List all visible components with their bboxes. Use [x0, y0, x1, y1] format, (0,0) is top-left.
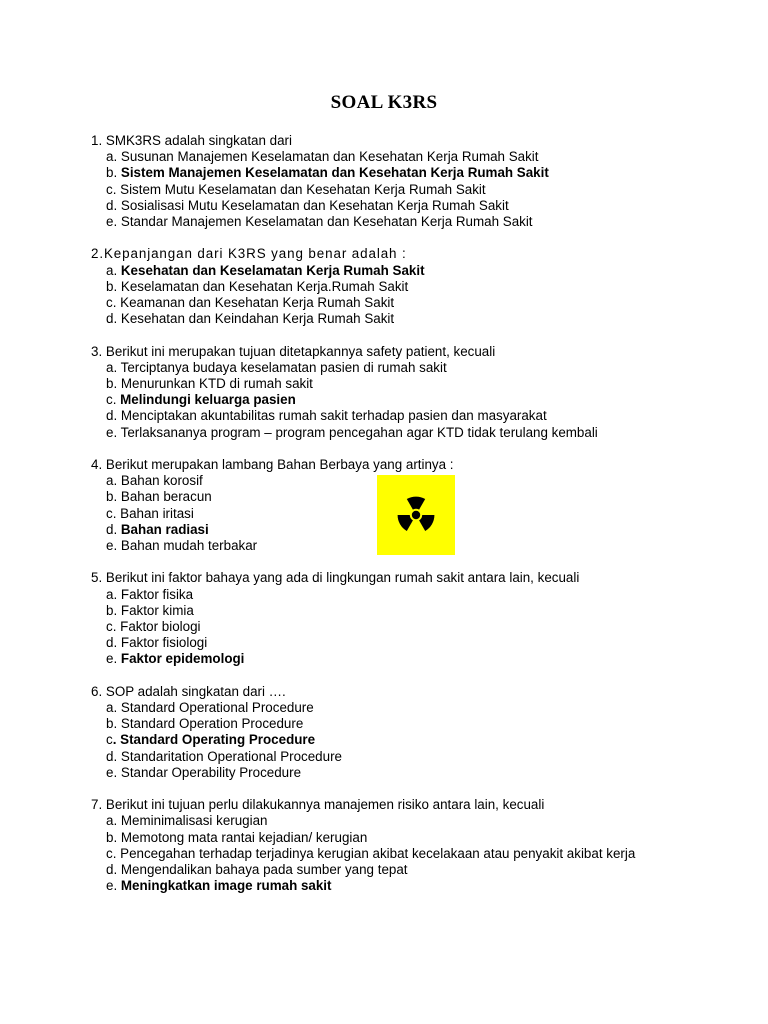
option-e — [91, 214, 751, 230]
option-text: Faktor fisiologi — [120, 635, 208, 651]
question-6 — [91, 684, 751, 781]
option-b — [91, 830, 751, 846]
option-text-answer: Kesehatan dan Keselamatan Kerja Rumah Sakit — [120, 262, 425, 278]
question-stem: 6. SOP adalah singkatan dari …. — [91, 683, 286, 699]
option-letter: b. — [106, 278, 121, 294]
option-text: Meminimalisasi kerugian — [120, 813, 268, 829]
option-e — [91, 878, 751, 894]
option-letter: c. — [106, 295, 121, 311]
question-4 — [91, 457, 751, 554]
option-d — [91, 311, 751, 327]
option-letter: e. — [106, 878, 121, 894]
option-letter: e. — [106, 424, 121, 440]
option-text: Keamanan dan Kesehatan Kerja Rumah Sakit — [120, 295, 395, 311]
option-a — [91, 700, 751, 716]
option-d — [91, 749, 751, 765]
option-letter: c. — [106, 619, 121, 635]
option-c — [91, 732, 751, 748]
question-stem: 1. SMK3RS adalah singkatan dari — [91, 133, 292, 148]
option-text: Bahan korosif — [120, 473, 203, 489]
question-stem: 5. Berikut ini faktor bahaya yang ada di lingkungan rumah sakit antara lain, kecuali — [91, 570, 580, 586]
option-d — [91, 635, 751, 651]
option-text-answer: Meningkatkan image rumah sakit — [120, 878, 332, 894]
option-text: Sosialisasi Mutu Keselamatan dan Kesehatan Kerja Rumah Sakit — [120, 197, 509, 213]
option-text: Menciptakan akuntabilitas rumah sakit terhadap pasien dan masyarakat — [120, 408, 547, 424]
option-letter: a. — [106, 586, 121, 602]
option-text: Sistem Mutu Keselamatan dan Kesehatan Kerja Rumah Sakit — [120, 181, 486, 197]
option-letter: d. — [106, 408, 121, 424]
option-e — [91, 765, 751, 781]
option-letter: a. — [106, 149, 121, 165]
option-b — [91, 716, 751, 732]
page-title: SOAL K3RS — [330, 92, 438, 113]
option-letter: b. — [106, 165, 121, 181]
question-7 — [91, 797, 751, 894]
option-letter: a. — [106, 813, 121, 829]
option-text: Standard Operation Procedure — [120, 716, 304, 732]
option-c — [91, 392, 751, 408]
option-c — [91, 619, 751, 635]
option-text: Keselamatan dan Kesehatan Kerja.Rumah Sakit — [120, 278, 409, 294]
option-c — [91, 182, 751, 198]
option-letter: d. — [106, 862, 121, 878]
question-3 — [91, 344, 751, 441]
option-letter: c. — [106, 505, 121, 521]
question-list — [91, 133, 751, 911]
option-text: Standard Operational Procedure — [120, 700, 314, 716]
option-letter: b. — [106, 602, 121, 618]
option-text: Terlaksananya program – program pencegahan agar KTD tidak terulang kembali — [120, 424, 598, 440]
option-text: Memotong mata rantai kejadian/ kerugian — [120, 829, 368, 845]
option-e — [91, 651, 751, 667]
option-a — [91, 813, 751, 829]
option-text: Standaritation Operational Procedure — [120, 748, 342, 764]
option-text: Faktor fisika — [120, 586, 194, 602]
option-letter: e. — [106, 651, 121, 667]
option-letter: c — [106, 732, 113, 748]
option-a — [91, 360, 751, 376]
option-text: Bahan iritasi — [120, 505, 194, 521]
option-text: Faktor kimia — [120, 602, 194, 618]
option-text: Susunan Manajemen Keselamatan dan Kesehatan Kerja Rumah Sakit — [120, 149, 539, 165]
option-text-answer: Faktor epidemologi — [120, 651, 245, 667]
option-letter: d. — [106, 197, 121, 213]
option-text: Bahan mudah terbakar — [120, 538, 258, 554]
option-d — [91, 862, 751, 878]
option-letter: c. — [106, 181, 121, 197]
option-letter: e. — [106, 764, 121, 780]
option-text-answer: Melindungi keluarga pasien — [120, 392, 296, 408]
option-letter: e. — [106, 538, 121, 554]
option-e — [91, 425, 751, 441]
option-letter: b. — [106, 376, 121, 392]
option-text: Standar Manajemen Keselamatan dan Kesehatan Kerja Rumah Sakit — [120, 214, 533, 230]
question-stem: 3. Berikut ini merupakan tujuan ditetapkannya safety patient, kecuali — [91, 343, 496, 359]
option-letter: a. — [106, 359, 121, 375]
option-b — [91, 603, 751, 619]
option-letter: a. — [106, 262, 121, 278]
option-a — [91, 587, 751, 603]
option-letter: c. — [106, 845, 121, 861]
option-letter: d. — [106, 635, 121, 651]
option-letter: a. — [106, 473, 121, 489]
option-text-answer: Bahan radiasi — [120, 521, 209, 537]
option-a — [91, 263, 751, 279]
option-text-answer: Sistem Manajemen Keselamatan dan Kesehatan Kerja Rumah Sakit — [120, 165, 549, 181]
option-text: Mengendalikan bahaya pada sumber yang tepat — [120, 862, 408, 878]
question-2 — [91, 246, 751, 327]
option-a — [91, 149, 751, 165]
question-5 — [91, 570, 751, 667]
radiation-hazard-icon — [377, 475, 455, 555]
question-stem: 7. Berikut ini tujuan perlu dilakukannya manajemen risiko antara lain, kecuali — [91, 797, 545, 813]
option-c — [91, 295, 751, 311]
option-text: Pencegahan terhadap terjadinya kerugian akibat kecelakaan atau penyakit akibat kerja — [120, 845, 636, 861]
option-letter: d. — [106, 311, 121, 327]
option-d — [91, 198, 751, 214]
option-letter: d. — [106, 521, 121, 537]
option-d — [91, 408, 751, 424]
option-letter: b. — [106, 489, 121, 505]
option-text: Bahan beracun — [120, 489, 212, 505]
option-b — [91, 279, 751, 295]
option-text: Terciptanya budaya keselamatan pasien di rumah sakit — [120, 359, 447, 375]
option-b — [91, 376, 751, 392]
option-letter: d. — [106, 748, 121, 764]
question-1 — [91, 133, 751, 230]
option-text: Kesehatan dan Keindahan Kerja Rumah Sakit — [120, 311, 395, 327]
option-letter: a. — [106, 700, 121, 716]
option-letter: e. — [106, 214, 121, 230]
question-stem: 4. Berikut merupakan lambang Bahan Berbaya yang artinya : — [91, 457, 454, 473]
option-text: Menurunkan KTD di rumah sakit — [120, 376, 313, 392]
question-stem: 2.Kepanjangan dari K3RS yang benar adalah : — [91, 246, 407, 262]
option-letter: c. — [106, 392, 121, 408]
trefoil-center — [412, 511, 420, 519]
option-text: Faktor biologi — [120, 619, 201, 635]
option-text: Standar Operability Procedure — [120, 764, 302, 780]
option-b — [91, 165, 751, 181]
option-letter: b. — [106, 716, 121, 732]
option-c — [91, 846, 751, 862]
option-text-answer: . Standard Operating Procedure — [112, 732, 316, 748]
option-letter: b. — [106, 829, 121, 845]
